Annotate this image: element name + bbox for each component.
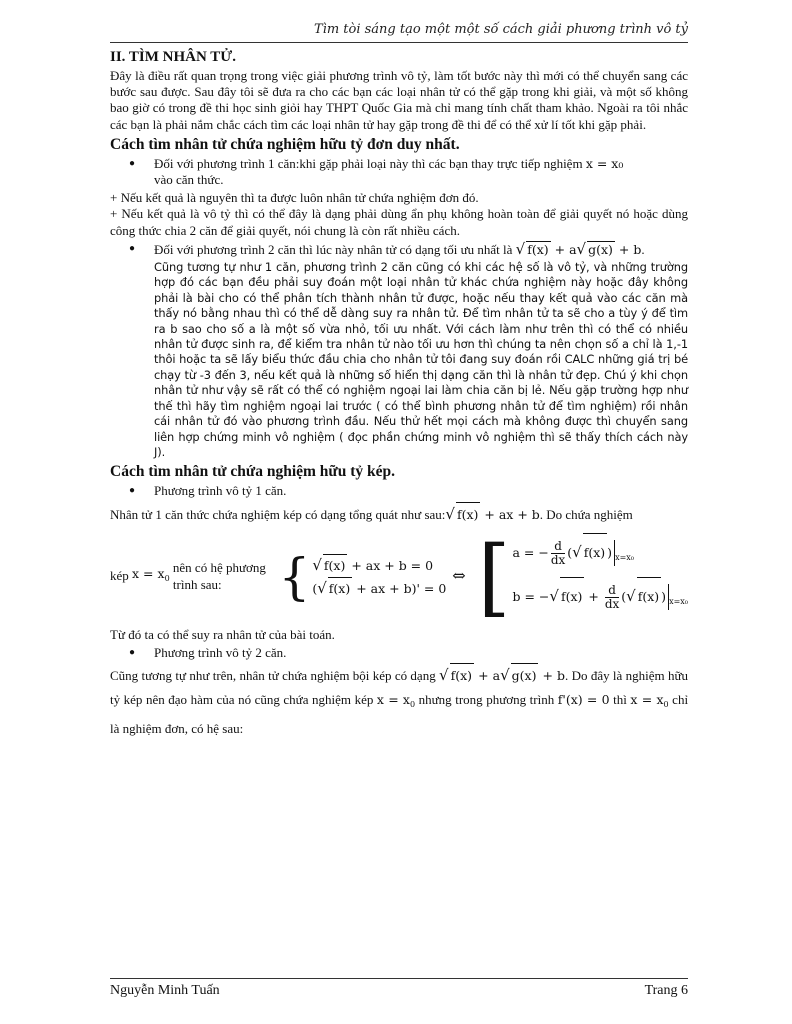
header-rule — [110, 42, 688, 43]
running-header: Tìm tòi sáng tạo một một số cách giải phương trình vô tỷ — [314, 22, 688, 37]
double-root-line: Nhân tử 1 căn thức chứa nghiệm kép có dạng tổng quát như sau:√ f(x) + ax + b. Do chứa nghiệm — [110, 502, 688, 527]
system-left: { √ f(x) + ax + b = 0 (√ f(x) + ax + b)' = 0 — [278, 547, 447, 606]
part1-heading: Cách tìm nhân tử chứa nghiệm hữu tỷ đơn duy nhất. — [110, 135, 460, 153]
footer-page-number: Trang 6 — [644, 983, 688, 998]
intro-paragraph: Đây là điều rất quan trọng trong việc giải phương trình vô tỷ, làm tốt bước này thì mới có thể chuyển sang các bước sau được. Sau đây tôi sẽ đưa ra cho các bạn các loại nhân tử có thể gặp trong khi giải, và một số không bao giờ có trong đề thi học sinh giỏi hay THPT Quốc Gia mà chỉ mang tính chất tham khảo. Ngoài ra tôi nhắc các bạn là phải nắm chắc cách tìm các loại nhân tử hay gặp trong đề thi để có thể xử lí tốt khi gặp phải. — [110, 68, 688, 132]
footer-author: Nguyễn Minh Tuấn — [110, 983, 220, 998]
bullet-dot-icon: ● — [128, 646, 136, 658]
plus-note-2: + Nếu kết quả là vô tỷ thì có thể đây là dạng phải dùng ẩn phụ không hoàn toàn để giải quyết nó hoặc dùng công thức chia 2 căn để giải quyết, nói chung là còn rất nhiều cách. — [110, 206, 688, 238]
two-root-paragraph: Cũng tương tự như trên, nhân tử chứa nghiệm bội kép có dạng √ f(x) + a√ g(x) + b. Do đây là nghiệm hữu tỷ kép nên đạo hàm của nó cũng chứa nghiệm kép $x = x_0$ nhưng trong phương trình f'(x) = 0 thì $x = x_0$ chỉ là nghiệm đơn, có hệ sau: — [110, 663, 688, 741]
bullet-one-root-double: ● Phương trình vô tỷ 1 căn. — [110, 483, 688, 499]
bullet-dot-icon: ● — [128, 157, 136, 169]
iff-icon: ⇔ — [452, 566, 466, 586]
part2-heading: Cách tìm nhân tử chứa nghiệm hữu tỷ kép. — [110, 463, 395, 481]
page-body — [110, 48, 688, 741]
plus-note-1: + Nếu kết quả là nguyên thì ta được luôn nhân tử chứa nghiệm đơn đó. — [110, 190, 479, 206]
bullet-dot-icon: ● — [128, 485, 136, 497]
bullet-two-root-double: ● Phương trình vô tỷ 2 căn. — [110, 645, 688, 661]
math-optimal-factor: √ f(x) + a√ g(x) + b — [515, 239, 642, 258]
bullet-dot-icon: ● — [128, 242, 136, 254]
bullet-two-root: ● Đối với phương trình 2 căn thì lúc này nhân tử có dạng tối ưu nhất là √ f(x) + a√ g(x) + b. — [110, 241, 688, 258]
conclusion-line: Từ đó ta có thể suy ra nhân tử của bài toán. — [110, 626, 335, 642]
double-root-system-row: kép $x = x_0$ nên có hệ phương trình sau: { √ f(x) + ax + b = 0 (√ f(x) + ax + b)' = 0 ⇔ [ a = − $\frac{d}{dx}$ (√ f(x) ) $_{x=x_0}$ b = −√ f(x) + $\frac{d}{dx}$ (√ f(x) ) $_{x=x_0}$ — [110, 527, 688, 626]
bracket-icon: [ — [477, 527, 511, 626]
explanation-paragraph: Cũng tương tự như 1 căn, phương trình 2 căn cũng có khi các hệ số là vô tỷ, và những trường hợp đó các bạn đều phải suy đoán một loại nhân tử khác chứa nghiệm này hoặc đây không phải là bài cho có thể phân tích thành nhân tử được, hoặc nếu thay kết quả vào các căn mà thấy nó bằng nhau thì có thể dễ dàng suy ra nhân tử. Để tìm nhân tử ta sẽ cho a tùy ý để tìm ra b sao cho số a là một số vừa nhỏ, tối ưu nhất. Với cách làm như trên thì có thể có nhiều nhân tử được sinh ra, để kiểm tra nhân tử nào tối ưu hơn thì chúng ta nên chọn số a chỉ là 1,-1 thôi hoặc ta sẽ lấy biểu thức đầu chia cho nhân tử tôi đang suy đoán rồi CALC những giá trị bé chạy từ -3 đến 3, nếu kết quả là những số hiển thị dạng căn thì là nhân tử đẹp. Chú ý khi chọn nhân tử như vậy sẽ rất có thể có nghiệm ngoại lai làm chia căn bị lẻ. Nếu gặp trường hợp như thế thì hãy tìm nghiệm ngoại lai trước ( có thể bình phương nhân tử để tìm nghiệm) rồi nhân cái nhân tử đó vào phương trình đầu. Nếu thử hết mọi cách mà không được thì chuyển sang liên hợp chứng minh vô nghiệm ( đọc phần chứng minh vô nghiệm thì sẽ thấy thích cách này J). — [154, 260, 688, 459]
bullet-one-root: ● Đối với phương trình 1 căn:khi gặp phải loại này thì các bạn thay trực tiếp nghiệm x = x₀ vào căn thức. — [110, 156, 688, 188]
math-x-eq-x0: x = x₀ — [585, 155, 624, 171]
footer-rule — [110, 978, 688, 979]
section-title: II. TÌM NHÂN TỬ. — [110, 49, 236, 65]
system-right: [ a = − $\frac{d}{dx}$ (√ f(x) ) $_{x=x_0}$ b = −√ f(x) + $\frac{d}{dx}$ (√ f(x) ) $_{x=x_0}$ — [477, 527, 688, 626]
brace-icon: { — [278, 547, 311, 606]
math-double-factor: √ f(x) + ax + b — [445, 507, 539, 522]
